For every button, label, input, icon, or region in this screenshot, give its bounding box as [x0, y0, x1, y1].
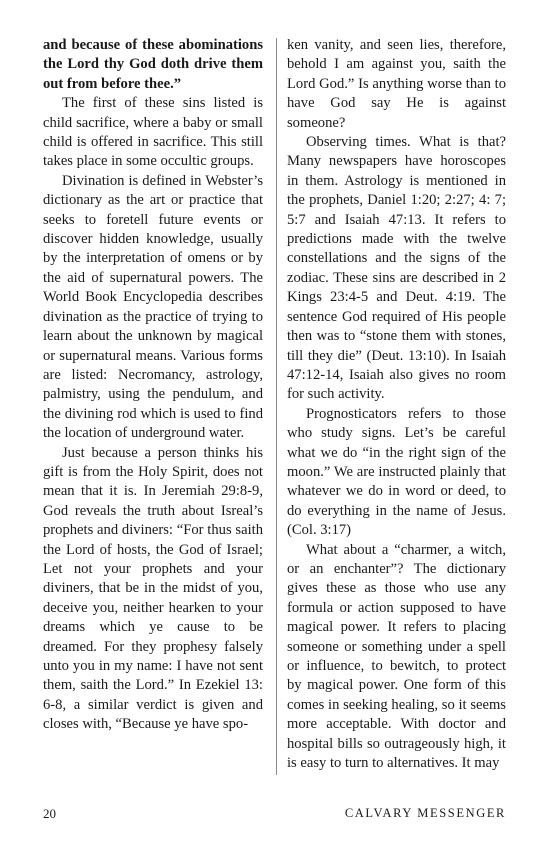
paragraph: Observing times. What is that? Many newspapers have horoscopes in them. Astrology is mentioned in the prophets, Daniel 1:20; 2:27; 4: 7; 5:7 and Isaiah 47:13. It refers to predictions made with the twelve constellations and the signs of the zodiac. These sins are described in 2 Kings 23:4-5 and Deut. 4:19. The sentence God required of His people then was to “stone them with stones, till they die” (Deut. 13:10). In Isaiah 47:12-14, Isaiah also gives no room for such activity. — [287, 134, 506, 403]
left-column — [43, 36, 263, 735]
paragraph: Divination is defined in Webster’s dictionary as the art or practice that seeks to foretell future events or discover hidden knowledge, usually by the interpretation of omens or by the aid of supernatural powers. The World Book Encyclopedia describes divination as the practice of trying to learn about the unknown by magical or supernatural means. Various forms are listed: Necromancy, astrology, palmistry, using the pendulum, and the divining rod which is used to find the location of underground water. — [43, 172, 263, 442]
paragraph: Just because a person thinks his gift is from the Holy Spirit, does not mean that it is. In Jeremiah 29:8-9, God reveals the truth about Isreal’s prophets and diviners: “For thus saith the Lord of hosts, the God of Israel; Let not your prophets and your diviners, that be in the midst of you, deceive you, neither hearken to your dreams which ye cause to be dreamed. For they prophesy falsely unto you in my name: I have not sent them, saith the Lord.” In Ezekiel 13: 6-8, a similar verdict is given and closes with, “Because ye have spo- — [43, 444, 263, 733]
paragraph: ken vanity, and seen lies, therefore, behold I am against you, saith the Lord God.” Is anything worse than to have God say He is against someone? — [287, 37, 506, 131]
paragraph: The first of these sins listed is child sacrifice, where a baby or small child is offered in sacrifice. This still takes place in some occultic groups. — [43, 95, 263, 170]
paragraph: Prognosticators refers to those who study signs. Let’s be careful what we do “in the right sign of the moon.” We are instructed plainly that whatever we do in word or deed, to do everything in the name of Jesus. (Col. 3:17) — [287, 405, 506, 539]
right-column — [287, 36, 506, 773]
paragraph: What about a “charmer, a witch, or an enchanter”? The dictionary gives these as those who use any formula or action supposed to have magical power. It refers to placing someone or something under a spell or influence, to bewitch, to protect by magical power. One form of this comes in seeking healing, so it seems more acceptable. With doctor and hospital bills so outrageously high, it is easy to turn to alternatives. It may — [287, 541, 506, 772]
page-number: 20 — [43, 806, 56, 821]
publication-title: CALVARY MESSENGER — [344, 806, 506, 820]
column-divider — [276, 38, 277, 775]
paragraph: and because of these abominations the Lord thy God doth drive them out from before thee.” — [43, 37, 263, 92]
